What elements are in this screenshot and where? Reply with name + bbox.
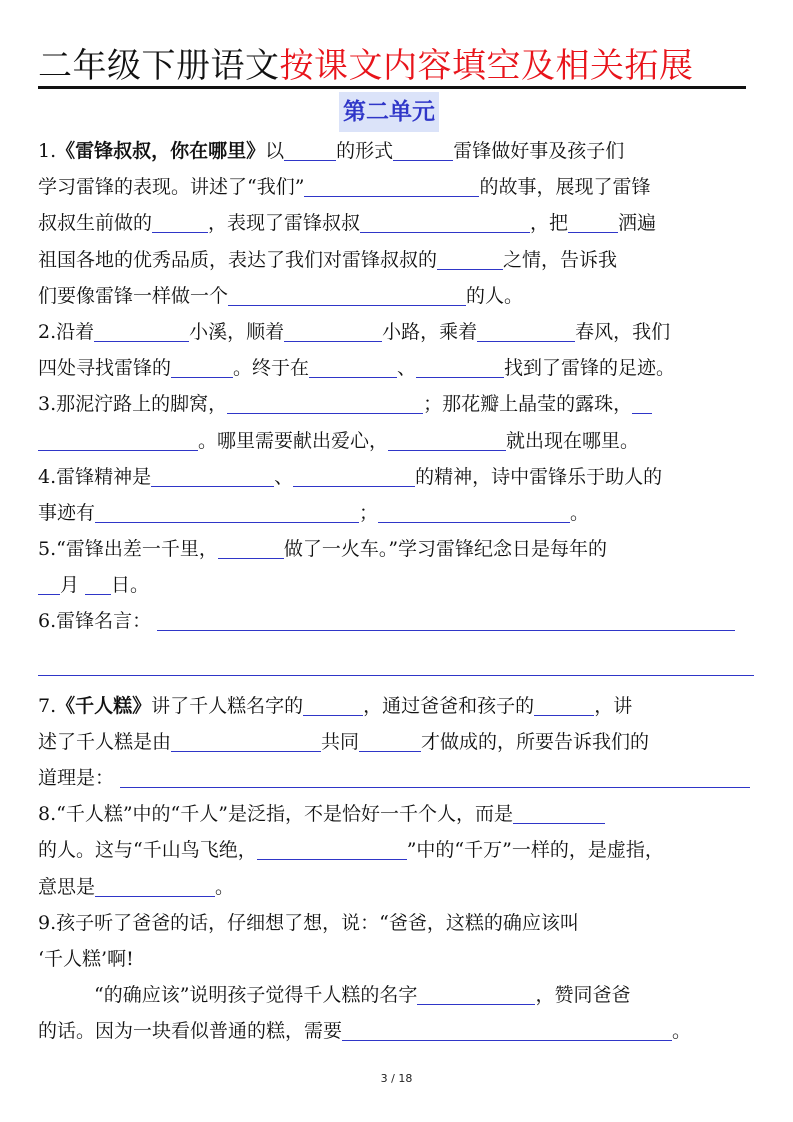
answer-blank[interactable] [38, 426, 198, 451]
q1-text: ，表现了雷锋叔叔 [208, 212, 361, 235]
page-number: 3 / 18 [380, 1072, 413, 1085]
q3-text: ；那花瓣上晶莹的露珠， [423, 393, 633, 416]
answer-blank[interactable] [284, 317, 382, 342]
q9-line-3 [38, 977, 758, 1013]
q5-line-2 [38, 567, 758, 603]
q1-number: 1. [38, 140, 57, 162]
q7-text: 共同 [321, 730, 360, 753]
answer-blank[interactable] [309, 353, 397, 378]
answer-blank[interactable] [120, 763, 750, 788]
q9-line-2 [38, 941, 758, 977]
q2-text: 四处寻找雷锋的 [38, 357, 172, 380]
q4-text: 的精神，诗中雷锋乐于助人的 [415, 465, 663, 488]
q8-line-2 [38, 832, 758, 868]
answer-blank[interactable] [257, 835, 407, 860]
q7-line-3 [38, 760, 758, 796]
answer-blank[interactable] [303, 691, 363, 716]
q8-text: ”中的“千万”一样的，是虚指， [406, 839, 664, 862]
answer-blank[interactable] [437, 245, 503, 270]
q5-text: 5.“雷锋出差一千里， [38, 538, 218, 561]
q2-text: 春风，我们 [575, 320, 671, 343]
q7-line-1 [38, 688, 758, 724]
q9-line-1 [38, 905, 758, 941]
q7-text: ，通过爸爸和孩子的 [363, 694, 535, 717]
q1-text: 洒遍 [618, 212, 657, 235]
unit-heading: 第二单元 [339, 92, 439, 132]
q2-text: 、 [397, 357, 417, 380]
q9-text: 的话。因为一块看似普通的糕，需要 [38, 1020, 343, 1043]
q1-line-1 [38, 133, 758, 169]
q4-text: ； [359, 501, 379, 524]
q5-line-1 [38, 531, 758, 567]
page-title [38, 44, 758, 88]
q3-line-1 [38, 386, 758, 422]
q1-line-2 [38, 169, 758, 205]
q8-text: 8.“千人糕”中的“千人”是泛指，不是恰好一千个人，而是 [38, 803, 513, 826]
q4-line-1 [38, 459, 758, 495]
answer-blank[interactable] [342, 1016, 672, 1041]
q5-text: 月 [60, 574, 80, 597]
answer-blank[interactable] [477, 317, 575, 342]
answer-blank[interactable] [228, 281, 466, 306]
q1-text: 的故事，展现了雷锋 [479, 176, 651, 199]
answer-line[interactable] [38, 640, 754, 676]
q1-text: 雷锋做好事及孩子们 [453, 140, 625, 162]
q1-line-4 [38, 242, 758, 278]
q2-text: 小路，乘着 [382, 320, 478, 343]
answer-blank[interactable] [171, 353, 233, 378]
q7-text: 道理是： [38, 767, 115, 789]
answer-blank[interactable] [360, 208, 530, 233]
answer-blank[interactable] [227, 389, 423, 414]
answer-blank[interactable] [359, 727, 421, 752]
q9-text: ‘千人糕’啊! [38, 947, 134, 970]
answer-blank[interactable] [38, 570, 60, 595]
answer-blank[interactable] [417, 980, 535, 1005]
q1-text: ，把 [530, 212, 569, 235]
q4-text: 事迹有 [38, 501, 96, 524]
answer-blank[interactable] [632, 389, 652, 414]
q1-text: 的人。 [466, 284, 524, 307]
q1-text: 叔叔生前做的 [38, 212, 153, 235]
q9-text: “的确应该”说明孩子觉得千人糕的名字 [94, 984, 418, 1007]
q1-text: 们要像雷锋一样做一个 [38, 284, 229, 307]
q1-lesson-title: 《雷锋叔叔，你在哪里》 [56, 140, 266, 162]
answer-blank[interactable] [157, 606, 735, 631]
q2-line-1 [38, 314, 758, 350]
answer-blank[interactable] [393, 136, 453, 161]
q1-text: 学习雷锋的表现。讲述了“我们” [38, 176, 305, 199]
q4-text: 。 [570, 501, 590, 524]
title-topic: 按课文内容填空及相关拓展 [279, 46, 694, 86]
q7-text: 讲了千人糕名字的 [151, 694, 304, 717]
answer-blank[interactable] [388, 426, 506, 451]
answer-blank[interactable] [304, 172, 479, 197]
q9-text: 。 [672, 1020, 692, 1043]
q8-line-3 [38, 869, 758, 905]
q7-text: 述了千人糕是由 [38, 730, 172, 753]
worksheet-body [38, 133, 758, 1050]
answer-blank[interactable] [94, 317, 189, 342]
q9-text: ，赞同爸爸 [535, 984, 631, 1007]
q3-text: 就出现在哪里。 [506, 429, 640, 452]
answer-blank[interactable] [95, 872, 215, 897]
answer-blank[interactable] [218, 534, 284, 559]
q1-line-5 [38, 278, 758, 314]
q3-text: 3.那泥泞路上的脚窝， [38, 393, 228, 416]
answer-blank[interactable] [416, 353, 504, 378]
q1-text: 的形式 [336, 140, 394, 162]
answer-blank[interactable] [152, 208, 208, 233]
q6-text: 6.雷锋名言： [38, 610, 152, 633]
q1-line-3 [38, 205, 758, 241]
q8-text: 的人。这与“千山鸟飞绝， [38, 839, 257, 862]
q2-text: 。终于在 [233, 357, 310, 380]
q3-text: 。哪里需要献出爱心， [198, 429, 389, 452]
q8-line-1 [38, 796, 758, 832]
q2-line-2 [38, 350, 758, 386]
q4-line-2 [38, 495, 758, 531]
q3-line-2 [38, 423, 758, 459]
answer-blank[interactable] [513, 799, 605, 824]
answer-blank[interactable] [85, 570, 111, 595]
q7-lesson-title: 《千人糕》 [56, 694, 152, 717]
q4-text: 、 [274, 465, 294, 488]
title-divider [38, 86, 746, 89]
q2-text: 2.沿着 [38, 320, 95, 343]
q5-text: 做了一火车。”学习雷锋纪念日是每年的 [283, 538, 608, 561]
answer-blank[interactable] [293, 462, 415, 487]
q7-number: 7. [38, 694, 57, 717]
answer-blank[interactable] [171, 727, 321, 752]
q1-text: 之情，告诉我 [503, 248, 618, 271]
q5-text: 日。 [111, 574, 150, 597]
answer-blank[interactable] [95, 498, 359, 523]
answer-blank[interactable] [534, 691, 594, 716]
answer-blank[interactable] [151, 462, 274, 487]
q7-text: ，讲 [594, 694, 633, 717]
q7-line-2 [38, 724, 758, 760]
q8-text: 意思是 [38, 875, 96, 898]
answer-blank[interactable] [284, 136, 336, 161]
answer-blank[interactable] [378, 498, 570, 523]
spacer [38, 678, 758, 688]
title-grade-subject: 二年级下册语文 [38, 46, 280, 86]
answer-blank[interactable] [568, 208, 618, 233]
q4-text: 4.雷锋精神是 [38, 465, 152, 488]
q2-text: 找到了雷锋的足迹。 [504, 357, 676, 380]
q1-text: 以 [265, 140, 285, 162]
q1-text: 祖国各地的优秀品质，表达了我们对雷锋叔叔的 [38, 248, 438, 271]
q2-text: 小溪，顺着 [189, 320, 285, 343]
q6-line-1 [38, 603, 758, 639]
q9-text: 9.孩子听了爸爸的话，仔细想了想，说：“爸爸，这糕的确应该叫 [38, 911, 579, 934]
q7-text: 才做成的，所要告诉我们的 [421, 730, 650, 753]
q9-line-4 [38, 1013, 758, 1049]
q8-text: 。 [215, 875, 235, 898]
